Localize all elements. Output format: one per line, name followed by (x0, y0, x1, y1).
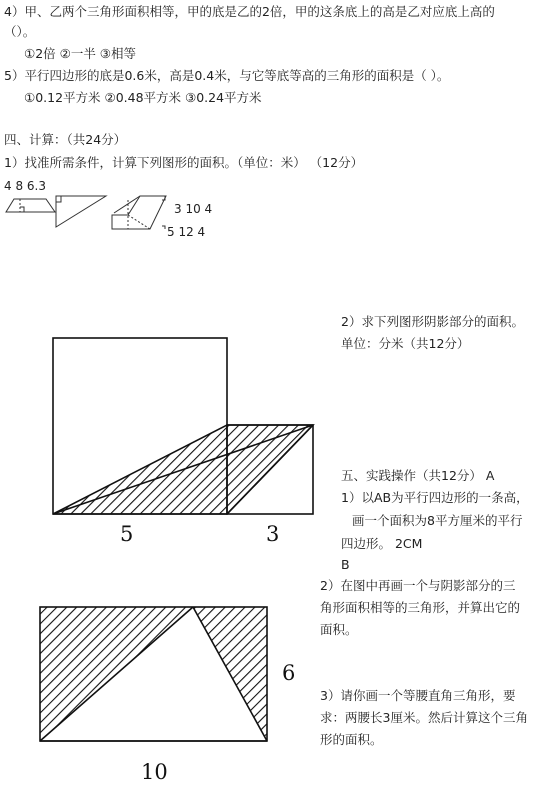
q4-line2: （）。 (4, 24, 36, 39)
section5-title: 五、实践操作（共12分） A (341, 468, 495, 483)
section5-q2-line3: 面积。 (320, 622, 358, 637)
fig3-label-left: 5 (120, 522, 134, 546)
q4-options: ①2倍 ②一半 ③相等 (24, 46, 137, 61)
fig4-label-side: 6 (282, 661, 296, 685)
trapezoid-figure (6, 199, 55, 212)
q5-options: ①0.12平方米 ②0.48平方米 ③0.24平方米 (24, 90, 262, 105)
rectangle-triangle-figure (40, 607, 267, 741)
section5-q3-line3: 形的面积。 (320, 732, 383, 747)
triangle-figure (56, 196, 106, 227)
section5-q1-line3: 四边形。 2CM (341, 536, 423, 551)
shaded-area-figure (53, 338, 313, 514)
section4-title: 四、计算：（共24分） (4, 132, 127, 147)
section5-q2-line2: 角形面积相等的三角形，并算出它的 (320, 600, 521, 615)
q4-line1: 4）甲、乙两个三角形面积相等，甲的底是乙的2倍，甲的这条底上的高是乙对应底上高的 (4, 4, 495, 19)
section5-q2-line1: 2）在图中再画一个与阴影部分的三 (320, 578, 516, 593)
parallelogram-figure (112, 196, 166, 229)
fig3-label-right: 3 (266, 522, 280, 546)
fig2-bottom-numbers: 5 12 4 (167, 225, 206, 239)
section5-label-b: B (341, 557, 350, 572)
fig2-top-numbers: 3 10 4 (174, 202, 213, 216)
section4-q2-line2: 单位：分米（共12分） (341, 336, 470, 351)
fig1-numbers: 4 8 6.3 (4, 179, 46, 193)
section5-q1-line1: 1）以AB为平行四边形的一条高， (341, 490, 529, 505)
section4-q2-line1: 2）求下列图形阴影部分的面积。 (341, 314, 524, 329)
section4-q1: 1）找准所需条件，计算下列图形的面积。（单位：米） （12分） (4, 155, 364, 170)
section5-q3-line2: 求：两腰长3厘米。然后计算这个三角 (320, 710, 528, 725)
q5-line1: 5）平行四边形的底是0.6米，高是0.4米，与它等底等高的三角形的面积是（ ）。 (4, 68, 450, 83)
section5-q1-line2: 画一个面积为8平方厘米的平行 (352, 513, 523, 528)
fig4-label-bottom: 10 (141, 760, 168, 784)
section5-q3-line1: 3）请你画一个等腰直角三角形，要 (320, 688, 516, 703)
